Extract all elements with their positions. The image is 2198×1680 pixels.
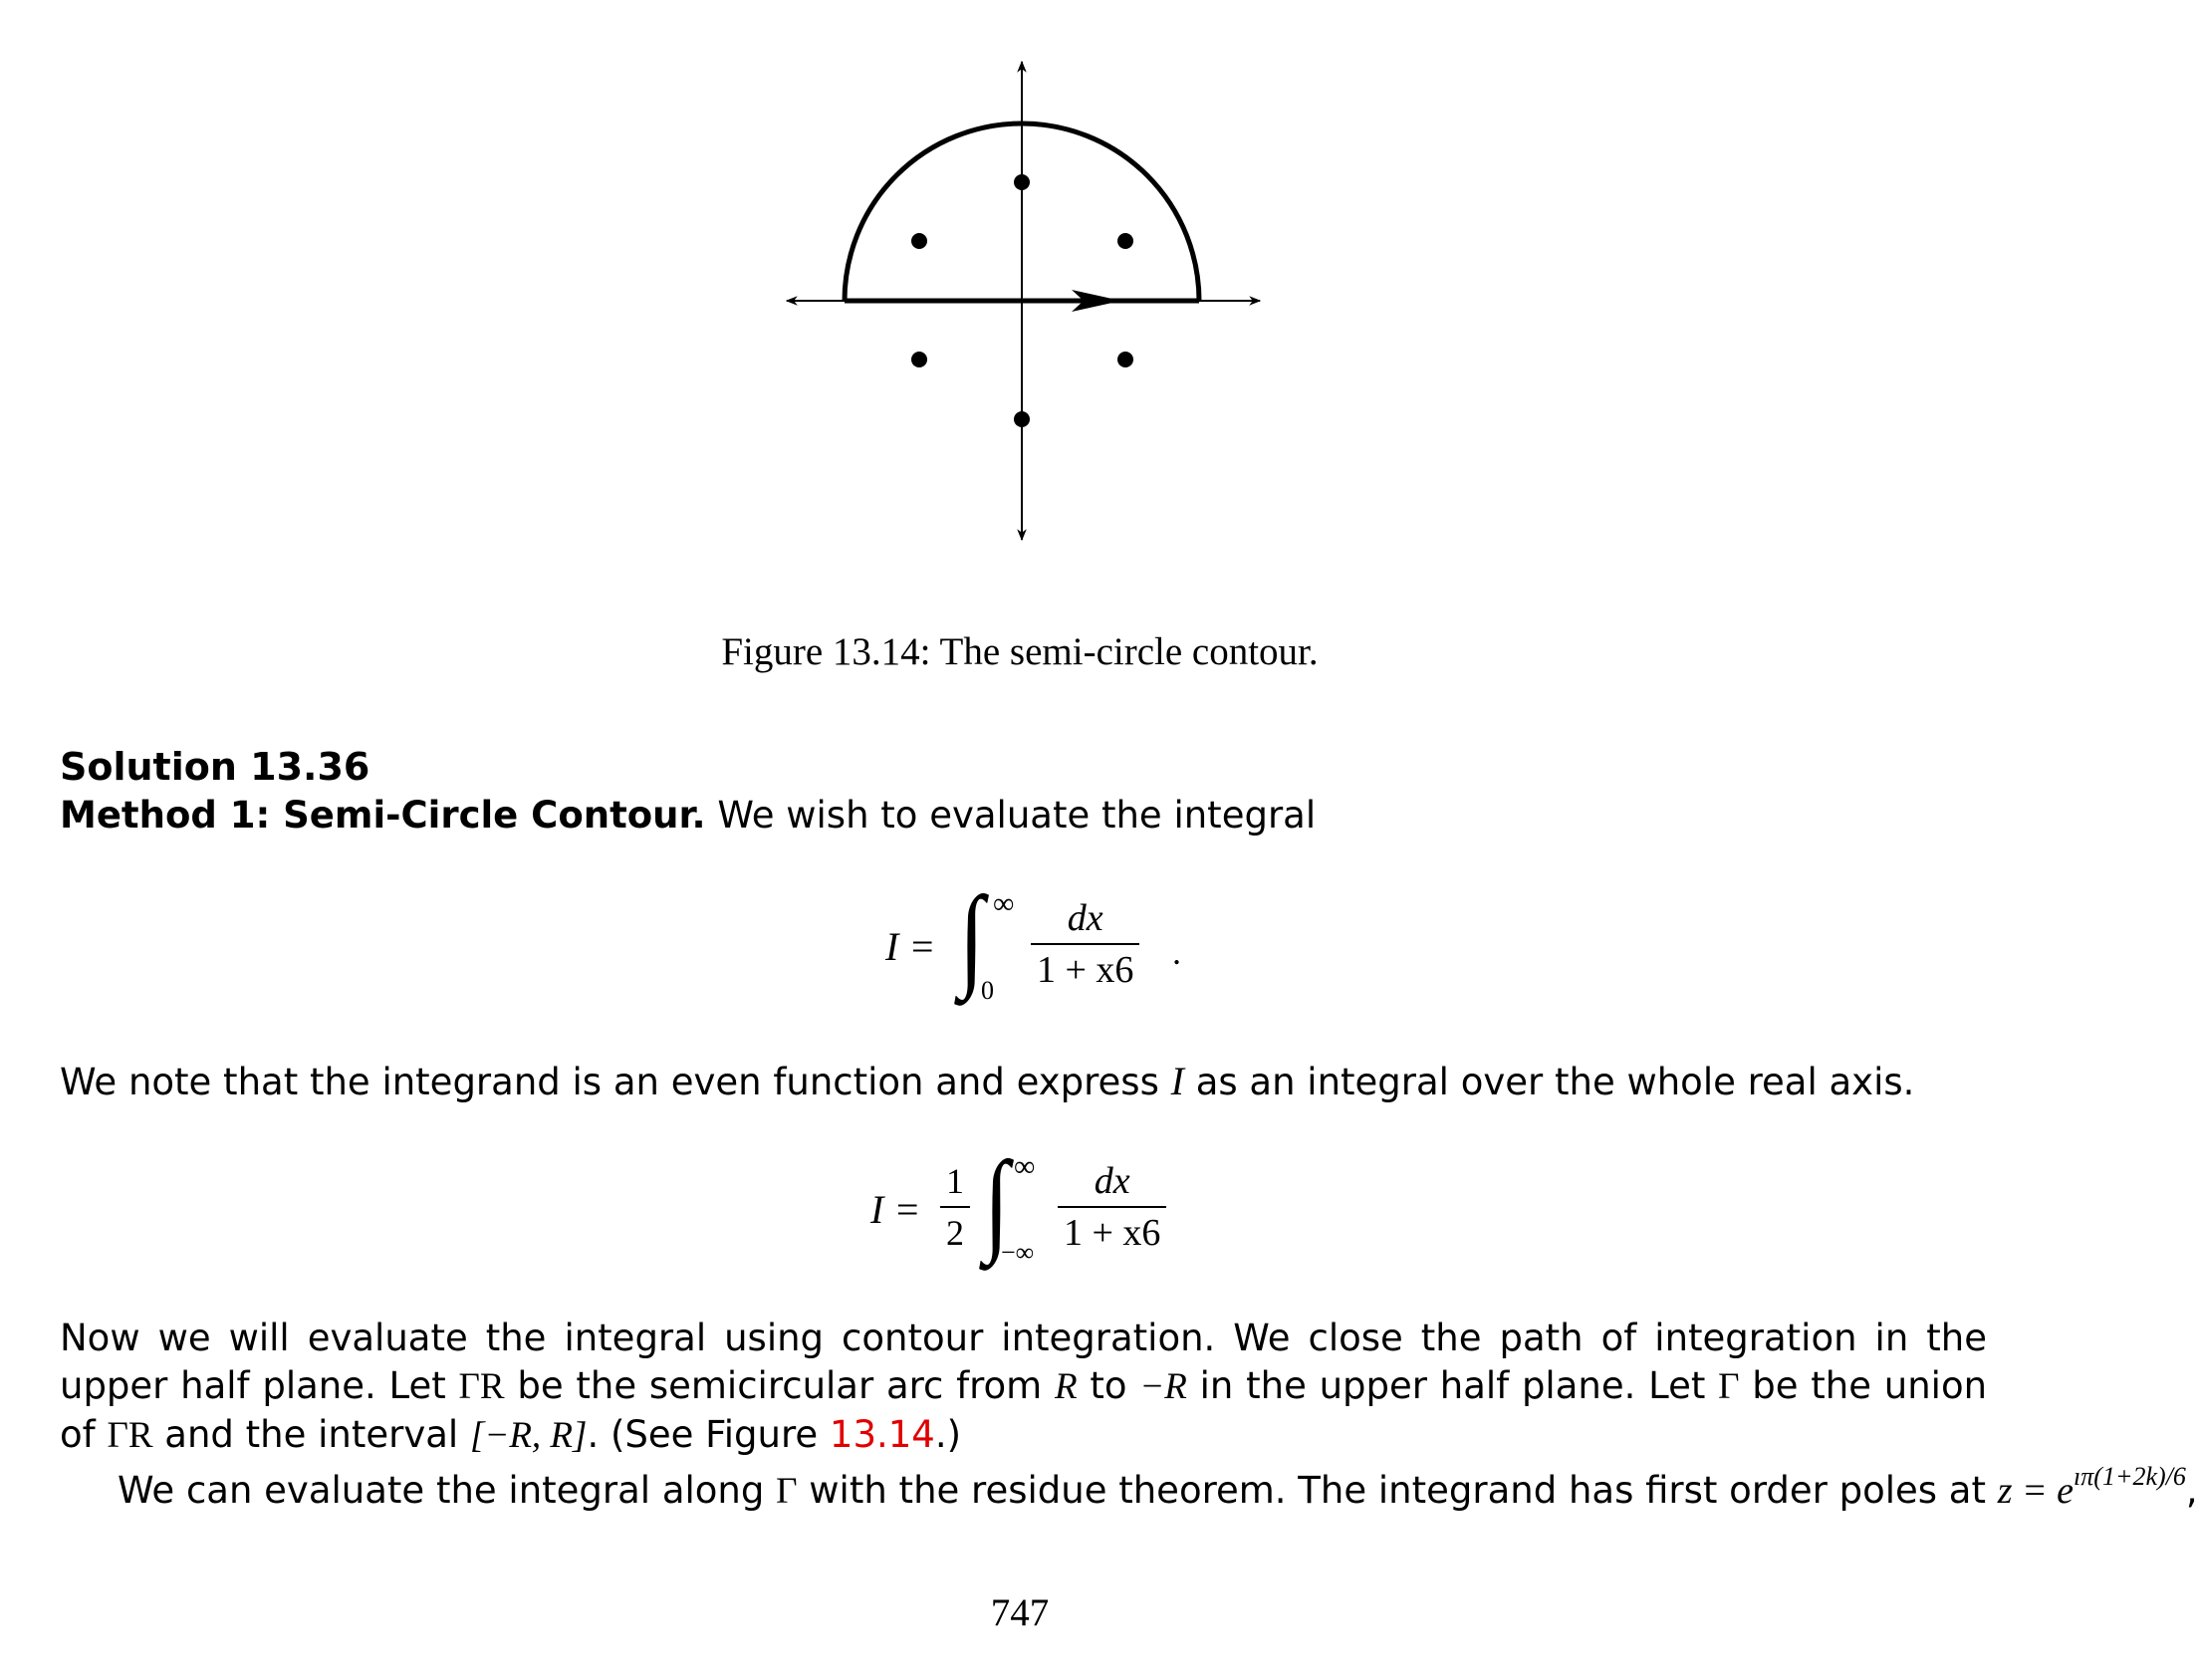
para2-gamma-r: ΓR	[458, 1366, 505, 1407]
eq2-lhs: I =	[870, 1187, 921, 1232]
para2-interval: [−R, R]	[469, 1415, 588, 1456]
eq1-integral-sign: ∫	[959, 872, 985, 1000]
pole-bottom	[1014, 411, 1030, 427]
eq2-half-den: 2	[946, 1213, 964, 1253]
para1-text-a: We note that the integrand is an even function and express	[60, 1061, 1159, 1103]
eq2-denominator: 1 + x6	[1064, 1212, 1161, 1254]
semicircle-contour-figure	[0, 0, 2040, 558]
para3-exponent: ıπ(1+2k)/6	[2074, 1462, 2186, 1491]
figure-caption: Figure 13.14: The semi-circle contour.	[721, 630, 1319, 673]
pole-upper-left	[911, 233, 927, 249]
eq2-half	[940, 1156, 970, 1258]
eq2-integral-sign: ∫	[984, 1137, 1010, 1265]
para2-r: R	[1055, 1366, 1078, 1407]
solution-title: Solution 13.36	[60, 745, 370, 789]
eq2-fraction	[1058, 1156, 1166, 1258]
eq1-numerator: dx	[1031, 893, 1139, 945]
para2-s6: and the interval	[164, 1413, 459, 1456]
pole-upper-right	[1117, 233, 1133, 249]
method-intro: We wish to evaluate the integral	[717, 794, 1317, 837]
para2-s3: to	[1090, 1364, 1127, 1407]
pole-lower-right	[1117, 352, 1133, 367]
eq1-upper-limit: ∞	[993, 887, 1015, 920]
para1-var: I	[1170, 1059, 1184, 1103]
para2-neg-r: −R	[1139, 1366, 1187, 1407]
eq1-lower-limit: 0	[981, 976, 994, 1005]
para2-gamma: Γ	[1718, 1366, 1740, 1407]
para3-s1: We can evaluate the integral along	[118, 1469, 765, 1512]
method-label: Method 1: Semi-Circle Contour.	[60, 794, 706, 837]
para2-s2: be the semicircular arc from	[517, 1364, 1043, 1407]
eq1-lhs: I =	[885, 924, 936, 969]
para2-s5: be the union of	[60, 1364, 1988, 1456]
method-line	[60, 794, 1316, 837]
figure-reference-link[interactable]: 13.14	[829, 1413, 935, 1456]
para3-gamma: Γ	[776, 1471, 798, 1512]
eq2-upper-limit: ∞	[1014, 1150, 1036, 1183]
eq2-lower-limit: −∞	[1001, 1238, 1035, 1267]
page-number: 747	[990, 1591, 1050, 1634]
equation-integral-0-inf	[881, 872, 1200, 1011]
para2-s7: . (See Figure	[587, 1413, 819, 1456]
eq2-numerator: dx	[1058, 1156, 1166, 1208]
eq1-period: .	[1172, 932, 1181, 972]
para3-z-expr: z = e	[1997, 1470, 2075, 1512]
para3-s2: with the residue theorem. The integrand has first order poles at	[809, 1469, 1986, 1512]
para1-text-b: as an integral over the whole real axis.	[1195, 1061, 1915, 1103]
paragraph-contour-setup	[60, 1315, 1987, 1460]
para2-s4: in the upper half plane. Let	[1199, 1364, 1706, 1407]
para2-gamma-r-2: ΓR	[107, 1415, 153, 1456]
eq2-half-num: 1	[940, 1156, 970, 1208]
eq1-fraction	[1031, 893, 1139, 995]
paragraph-even-function	[60, 1058, 1914, 1104]
pole-lower-left	[911, 352, 927, 367]
para2-s1: Now we will evaluate the integral using contour integration. We close the path of integration in the upper half plane. Let	[60, 1317, 1987, 1407]
eq1-denominator: 1 + x6	[1037, 949, 1134, 991]
para2-s8: .)	[934, 1413, 962, 1456]
pole-top	[1014, 174, 1030, 190]
equation-half-integral	[866, 1137, 1185, 1280]
para3-trail: ,	[2185, 1469, 2198, 1512]
